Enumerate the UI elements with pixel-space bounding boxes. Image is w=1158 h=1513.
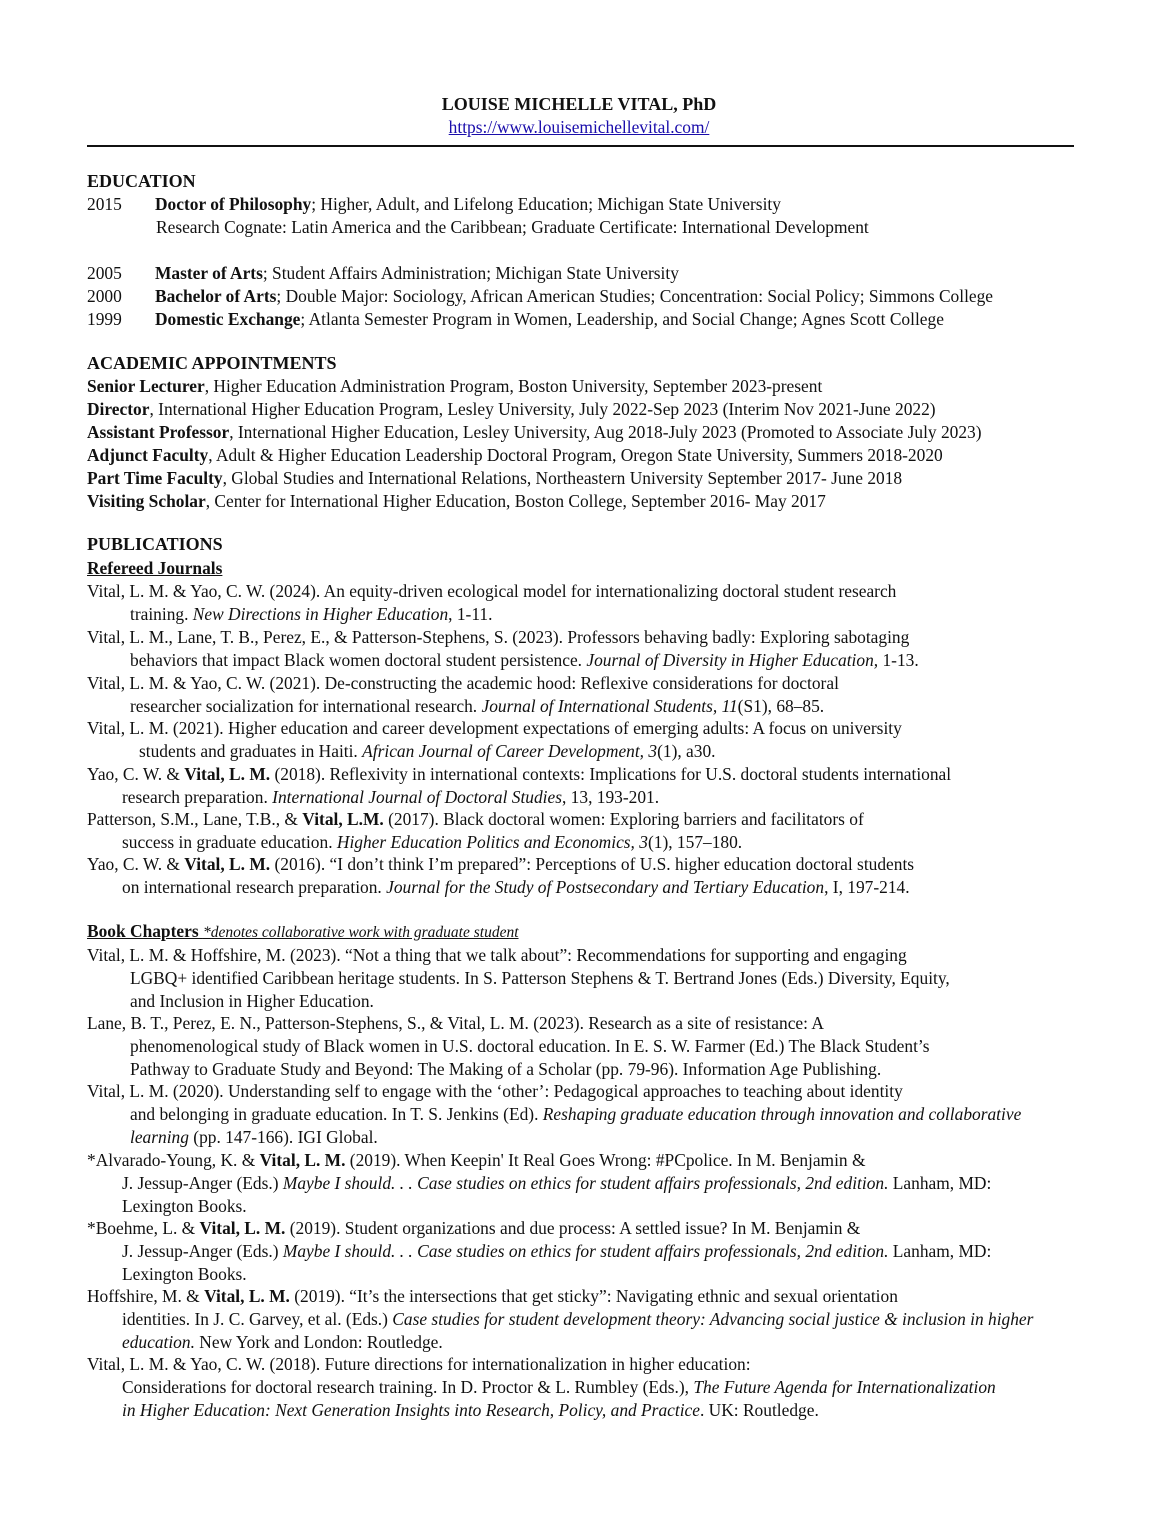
author-highlight: Vital, L.M. bbox=[302, 809, 384, 829]
journal-title: International Journal of Doctoral Studies bbox=[272, 786, 562, 807]
appointment-item bbox=[87, 375, 822, 398]
appointment-item bbox=[87, 490, 826, 513]
chapters-note: *denotes collaborative work with graduate student bbox=[202, 924, 519, 941]
appointment-title: Senior Lecturer bbox=[87, 376, 205, 396]
entry-text: , I, 197-214. bbox=[824, 876, 910, 897]
chapter-entry bbox=[87, 1217, 1077, 1285]
entry-text: Considerations for doctoral research training. In D. Proctor & L. Rumbley (Eds.), bbox=[122, 1376, 694, 1397]
appointment-detail: , Center for International Higher Education, Boston College, September 2016- May 2017 bbox=[205, 491, 826, 511]
appointment-detail: , Adult & Higher Education Leadership Doctoral Program, Oregon State University, Summers 2018-2020 bbox=[208, 445, 943, 465]
entry-text: on international research preparation. bbox=[122, 876, 387, 897]
book-title: learning bbox=[130, 1126, 189, 1147]
entry-text: (S1), 68–85. bbox=[737, 695, 825, 716]
book-title: education. bbox=[122, 1331, 195, 1352]
publications-heading: PUBLICATIONS bbox=[87, 534, 223, 554]
journal-entry bbox=[87, 808, 1077, 854]
entry-text: Hoffshire, M. & bbox=[87, 1286, 205, 1306]
entry-line: Vital, L. M. & Yao, C. W. (2024). An equity-driven ecological model for internationalizing doctoral student research bbox=[87, 581, 897, 601]
author-highlight: Vital, L. M. bbox=[184, 854, 271, 874]
book-title: Maybe I should. . . Case studies on ethics for student affairs professionals, 2nd edition. bbox=[282, 1240, 889, 1261]
journal-title: Journal of Diversity in Higher Education, bbox=[586, 649, 879, 670]
entry-text: identities. In J. C. Garvey, et al. (Eds.) bbox=[122, 1308, 393, 1329]
education-year: 2015 bbox=[87, 194, 122, 214]
entry-text: students and graduates in Haiti. bbox=[139, 740, 363, 761]
entry-text: J. Jessup-Anger (Eds.) bbox=[122, 1172, 283, 1193]
entry-text: (2019). Student organizations and due process: A settled issue? In M. Benjamin & bbox=[285, 1218, 861, 1238]
entry-line: Vital, L. M. & Yao, C. W. (2021). De-constructing the academic hood: Reflexive considerations for doctoral bbox=[87, 673, 839, 693]
entry-text: (2016). “I don’t think I’m prepared”: Perceptions of U.S. higher education doctoral students bbox=[270, 854, 915, 874]
education-item bbox=[87, 193, 781, 216]
journal-entry bbox=[87, 580, 1077, 626]
entry-text: (2018). Reflexivity in international contexts: Implications for U.S. doctoral students international bbox=[270, 764, 952, 784]
author-highlight: Vital, L. M. bbox=[259, 1150, 346, 1170]
education-degree: Domestic Exchange bbox=[155, 309, 301, 329]
entry-line: Vital, L. M. & Yao, C. W. (2018). Future directions for internationalization in higher education: bbox=[87, 1354, 751, 1374]
journal-title: Journal of International Students, 11 bbox=[481, 695, 738, 716]
website-link[interactable]: https://www.louisemichellevital.com/ bbox=[448, 117, 710, 137]
entry-line: Vital, L. M., Lane, T. B., Perez, E., & Patterson-Stephens, S. (2023). Professors behaving badly: Exploring sabotaging bbox=[87, 627, 910, 647]
education-item bbox=[87, 308, 944, 331]
entry-text: , 1-11. bbox=[448, 603, 493, 624]
entry-line: Vital, L. M. (2020). Understanding self to engage with the ‘other’: Pedagogical approaches to teaching about identity bbox=[87, 1081, 903, 1101]
entry-text: Patterson, S.M., Lane, T.B., & bbox=[87, 809, 303, 829]
entry-text: (pp. 147-166). IGI Global. bbox=[188, 1126, 378, 1147]
header-rule bbox=[87, 145, 1074, 147]
author-highlight: Vital, L. M. bbox=[199, 1218, 286, 1238]
journals-heading: Refereed Journals bbox=[87, 558, 223, 578]
education-continuation: Research Cognate: Latin America and the Caribbean; Graduate Certificate: International Development bbox=[156, 217, 869, 237]
entry-line: Lexington Books. bbox=[122, 1263, 247, 1284]
appointment-detail: , Higher Education Administration Program, Boston University, September 2023-present bbox=[204, 376, 823, 396]
education-detail: ; Student Affairs Administration; Michigan State University bbox=[262, 263, 679, 283]
book-title: in Higher Education: Next Generation Insights into Research, Policy, and Practice bbox=[122, 1399, 700, 1420]
journal-entry bbox=[87, 763, 1077, 809]
education-item bbox=[87, 285, 993, 308]
entry-line: and Inclusion in Higher Education. bbox=[130, 990, 374, 1011]
book-title: Maybe I should. . . Case studies on ethics for student affairs professionals, 2nd edition. bbox=[282, 1172, 889, 1193]
education-item bbox=[87, 262, 679, 285]
book-title: Case studies for student development theory: Advancing social justice & inclusion in higher bbox=[392, 1308, 1034, 1329]
appointment-title: Adjunct Faculty bbox=[87, 445, 209, 465]
appointment-item bbox=[87, 444, 943, 467]
entry-text: Yao, C. W. & bbox=[87, 764, 185, 784]
entry-text: (2019). “It’s the intersections that get sticky”: Navigating ethnic and sexual orientation bbox=[289, 1286, 898, 1306]
entry-line: phenomenological study of Black women in U.S. doctoral education. In E. S. W. Farmer (Ed.) The Black Student’s bbox=[130, 1035, 930, 1056]
cv-header bbox=[0, 93, 1158, 139]
entry-text: J. Jessup-Anger (Eds.) bbox=[122, 1240, 283, 1261]
education-heading: EDUCATION bbox=[87, 171, 196, 191]
appointments-heading: ACADEMIC APPOINTMENTS bbox=[87, 353, 337, 373]
education-year: 2005 bbox=[87, 263, 122, 283]
entry-line: Lexington Books. bbox=[122, 1195, 247, 1216]
book-title: Reshaping graduate education through innovation and collaborative bbox=[542, 1103, 1022, 1124]
entry-text: success in graduate education. bbox=[122, 831, 337, 852]
entry-text: Lanham, MD: bbox=[888, 1172, 992, 1193]
author-highlight: Vital, L. M. bbox=[184, 764, 271, 784]
chapter-entry bbox=[87, 1080, 1077, 1148]
appointment-title: Part Time Faculty bbox=[87, 468, 223, 488]
appointment-item bbox=[87, 398, 936, 421]
education-degree: Doctor of Philosophy bbox=[155, 194, 312, 214]
entry-text: *Alvarado-Young, K. & bbox=[87, 1150, 260, 1170]
education-year: 1999 bbox=[87, 309, 122, 329]
entry-text: . UK: Routledge. bbox=[699, 1399, 819, 1420]
journal-entry bbox=[87, 853, 1077, 899]
entry-text: (1), a30. bbox=[657, 740, 716, 761]
entry-text: training. bbox=[130, 603, 193, 624]
appointment-item bbox=[87, 421, 982, 444]
appointment-title: Visiting Scholar bbox=[87, 491, 206, 511]
entry-text: 1-13. bbox=[878, 649, 919, 670]
entry-text: , 13, 193-201. bbox=[561, 786, 660, 807]
journal-title: Higher Education Politics and Economics, 3 bbox=[336, 831, 648, 852]
appointment-detail: , International Higher Education, Lesley University, Aug 2018-July 2023 (Promoted to Associate July 2023) bbox=[229, 422, 982, 442]
education-degree: Bachelor of Arts bbox=[155, 286, 277, 306]
entry-text: *Boehme, L. & bbox=[87, 1218, 200, 1238]
chapter-entry bbox=[87, 1149, 1077, 1217]
entry-text: Yao, C. W. & bbox=[87, 854, 185, 874]
entry-line: LGBQ+ identified Caribbean heritage students. In S. Patterson Stephens & T. Bertrand Jones (Eds.) Diversity, Equity, bbox=[130, 967, 950, 988]
entry-text: (2019). When Keepin' It Real Goes Wrong: #PCpolice. In M. Benjamin & bbox=[345, 1150, 866, 1170]
chapters-heading bbox=[87, 920, 519, 945]
education-detail: ; Double Major: Sociology, African American Studies; Concentration: Social Policy; Simmons College bbox=[276, 286, 994, 306]
education-degree: Master of Arts bbox=[155, 263, 263, 283]
appointment-detail: , Global Studies and International Relations, Northeastern University September 2017- June 2018 bbox=[222, 468, 903, 488]
entry-line: Lane, B. T., Perez, E. N., Patterson-Stephens, S., & Vital, L. M. (2023). Research as a site of resistance: A bbox=[87, 1013, 824, 1033]
education-detail: ; Atlanta Semester Program in Women, Leadership, and Social Change; Agnes Scott College bbox=[300, 309, 944, 329]
education-year: 2000 bbox=[87, 286, 122, 306]
chapter-entry bbox=[87, 1285, 1077, 1353]
appointment-item bbox=[87, 467, 902, 490]
chapters-heading-label: Book Chapters bbox=[87, 921, 203, 941]
journal-title: African Journal of Career Development, 3 bbox=[362, 740, 658, 761]
author-name: LOUISE MICHELLE VITAL, PhD bbox=[441, 94, 717, 114]
appointment-title: Assistant Professor bbox=[87, 422, 230, 442]
book-title: The Future Agenda for Internationalization bbox=[693, 1376, 996, 1397]
entry-text: Lanham, MD: bbox=[888, 1240, 992, 1261]
author-highlight: Vital, L. M. bbox=[204, 1286, 290, 1306]
entry-line: Vital, L. M. (2021). Higher education and career development expectations of emerging adults: A focus on university bbox=[87, 718, 902, 738]
journal-entry bbox=[87, 672, 1077, 718]
entry-text: (1), 157–180. bbox=[647, 831, 743, 852]
journal-entry bbox=[87, 717, 1077, 763]
journal-entry bbox=[87, 626, 1077, 672]
appointment-detail: , International Higher Education Program, Lesley University, July 2022-Sep 2023 (Interim Nov 2021-June 2022) bbox=[149, 399, 936, 419]
entry-text: and belonging in graduate education. In T. S. Jenkins (Ed). bbox=[130, 1103, 543, 1124]
entry-text: behaviors that impact Black women doctoral student persistence. bbox=[130, 649, 587, 670]
entry-line: Pathway to Graduate Study and Beyond: The Making of a Scholar (pp. 79-96). Information Age Publishing. bbox=[130, 1058, 882, 1079]
education-detail: ; Higher, Adult, and Lifelong Education; Michigan State University bbox=[311, 194, 781, 214]
chapter-entry bbox=[87, 1012, 1077, 1080]
journal-title: Journal for the Study of Postsecondary and Tertiary Education bbox=[386, 876, 825, 897]
entry-line: Vital, L. M. & Hoffshire, M. (2023). “Not a thing that we talk about”: Recommendations for supporting and engaging bbox=[87, 945, 907, 965]
journal-title: New Directions in Higher Education bbox=[192, 603, 449, 624]
entry-text: research preparation. bbox=[122, 786, 273, 807]
entry-text: (2017). Black doctoral women: Exploring barriers and facilitators of bbox=[383, 809, 864, 829]
appointment-title: Director bbox=[87, 399, 150, 419]
entry-text: researcher socialization for international research. bbox=[130, 695, 482, 716]
entry-text: New York and London: Routledge. bbox=[194, 1331, 443, 1352]
chapter-entry bbox=[87, 1353, 1077, 1421]
chapter-entry bbox=[87, 944, 1077, 1012]
